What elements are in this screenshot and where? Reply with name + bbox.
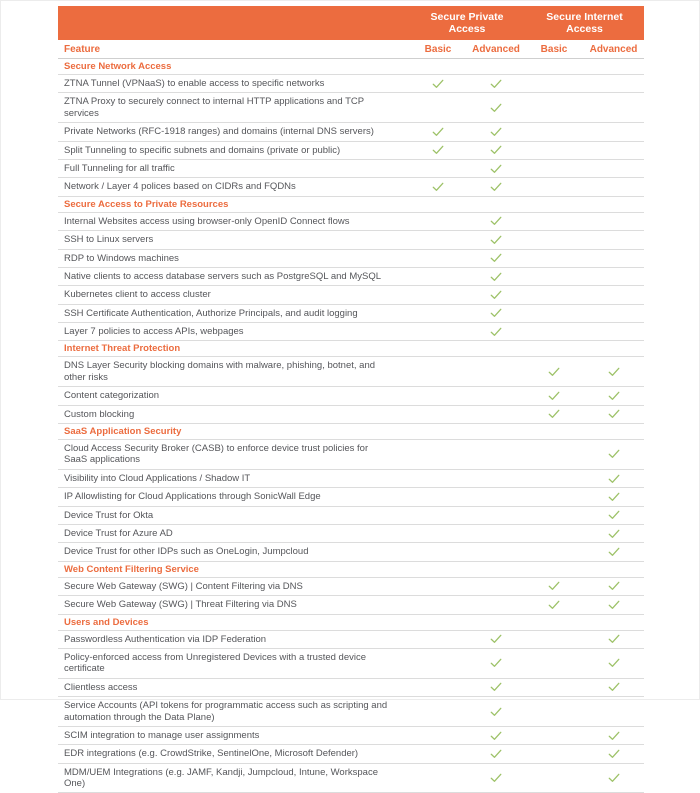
section-header-row — [58, 424, 644, 440]
section-header-row — [58, 197, 644, 213]
section-header-row — [58, 59, 644, 75]
table-row — [58, 745, 644, 763]
check-cell — [583, 600, 644, 610]
feature-comparison-table — [58, 6, 644, 793]
feature-name: Native clients to access database servers such as PostgreSQL and MySQL — [64, 270, 381, 282]
feature-name: Device Trust for other IDPs such as OneLogin, Jumpcloud — [64, 546, 309, 558]
feature-name: Layer 7 policies to access APIs, webpages — [64, 326, 244, 338]
table-row — [58, 406, 644, 424]
check-cell — [409, 79, 467, 89]
table-row — [58, 142, 644, 160]
check-cell — [583, 682, 644, 692]
feature-name: Content categorization — [64, 390, 160, 402]
check-icon — [490, 704, 502, 721]
table-row — [58, 305, 644, 323]
check-icon — [608, 489, 620, 506]
check-icon — [608, 526, 620, 543]
table-row — [58, 596, 644, 614]
feature-name: Kubernetes client to access cluster — [64, 289, 211, 301]
check-icon — [608, 770, 620, 787]
feature-name: Visibility into Cloud Applications / Shadow IT — [64, 472, 251, 484]
feature-name: Internal Websites access using browser-only OpenID Connect flows — [64, 215, 350, 227]
feature-name: EDR integrations (e.g. CrowdStrike, SentinelOne, Microsoft Defender) — [64, 748, 359, 760]
check-cell — [583, 449, 644, 459]
feature-name: DNS Layer Security blocking domains with malware, phishing, botnet, and other risks — [64, 360, 376, 383]
check-cell — [525, 367, 583, 377]
check-cell — [467, 235, 525, 245]
section-title: Secure Access to Private Resources — [64, 198, 229, 210]
feature-name: Device Trust for Azure AD — [64, 527, 173, 539]
check-icon — [608, 655, 620, 672]
feature-name: Clientless access — [64, 681, 138, 693]
table-row — [58, 213, 644, 231]
check-cell — [525, 600, 583, 610]
check-icon — [608, 446, 620, 463]
check-cell — [583, 731, 644, 741]
check-cell — [467, 658, 525, 668]
check-cell — [409, 127, 467, 137]
check-cell — [583, 658, 644, 668]
check-icon — [490, 124, 502, 141]
check-icon — [490, 142, 502, 159]
table-row — [58, 268, 644, 286]
check-cell — [467, 103, 525, 113]
check-cell — [583, 634, 644, 644]
table-row — [58, 543, 644, 561]
check-icon — [490, 250, 502, 267]
table-row — [58, 697, 644, 727]
section-title: Users and Devices — [64, 616, 149, 628]
feature-name: Passwordless Authentication via IDP Federation — [64, 633, 267, 645]
check-icon — [548, 388, 560, 405]
table-row — [58, 323, 644, 341]
feature-name: Policy-enforced access from Unregistered Devices with a trusted device certificate — [64, 651, 367, 675]
feature-name: Cloud Access Security Broker (CASB) to enforce device trust policies for SaaS applications — [64, 443, 369, 466]
check-icon — [608, 388, 620, 405]
check-icon — [608, 679, 620, 696]
check-cell — [467, 308, 525, 318]
table-row — [58, 764, 644, 793]
check-icon — [608, 507, 620, 524]
table-row — [58, 123, 644, 141]
check-cell — [409, 145, 467, 155]
table-row — [58, 93, 644, 123]
table-row — [58, 286, 644, 304]
check-cell — [583, 391, 644, 401]
check-icon — [490, 269, 502, 286]
check-cell — [467, 707, 525, 717]
check-icon — [490, 100, 502, 117]
check-cell — [467, 127, 525, 137]
check-cell — [409, 182, 467, 192]
table-row — [58, 631, 644, 649]
check-cell — [583, 749, 644, 759]
check-icon — [490, 179, 502, 196]
sia-basic-column-header: Basic — [540, 43, 568, 55]
feature-name: Private Networks (RFC-1918 ranges) and domains (internal DNS servers) — [64, 126, 374, 138]
check-icon — [490, 76, 502, 93]
check-cell — [467, 216, 525, 226]
section-title: SaaS Application Security — [64, 426, 182, 438]
table-row — [58, 178, 644, 196]
table-row — [58, 250, 644, 268]
feature-name: MDM/UEM Integrations (e.g. JAMF, Kandji, Jumpcloud, Intune, Workspace One) — [64, 766, 378, 790]
check-icon — [490, 679, 502, 696]
check-icon — [490, 655, 502, 672]
check-cell — [583, 474, 644, 484]
check-icon — [490, 728, 502, 745]
feature-name: RDP to Windows machines — [64, 252, 179, 264]
section-header-row — [58, 615, 644, 631]
feature-name: ZTNA Proxy to securely connect to internal HTTP applications and TCP services — [64, 96, 364, 119]
table-row — [58, 75, 644, 93]
feature-name: Split Tunneling to specific subnets and domains (private or public) — [64, 144, 341, 156]
check-icon — [608, 746, 620, 763]
table-row — [58, 488, 644, 506]
check-cell — [467, 145, 525, 155]
check-icon — [608, 406, 620, 423]
check-icon — [608, 631, 620, 648]
table-row — [58, 578, 644, 596]
check-cell — [467, 773, 525, 783]
check-icon — [548, 364, 560, 381]
check-cell — [583, 529, 644, 539]
feature-name: Secure Web Gateway (SWG) | Content Filtering via DNS — [64, 580, 303, 592]
check-cell — [583, 547, 644, 557]
feature-name: Custom blocking — [64, 408, 135, 420]
check-icon — [490, 232, 502, 249]
table-row — [58, 470, 644, 488]
feature-name: Device Trust for Okta — [64, 509, 154, 521]
sia-advanced-column-header: Advanced — [589, 43, 638, 55]
feature-name: Secure Web Gateway (SWG) | Threat Filtering via DNS — [64, 599, 297, 611]
check-icon — [490, 213, 502, 230]
check-cell — [467, 290, 525, 300]
check-icon — [608, 728, 620, 745]
check-cell — [583, 581, 644, 591]
section-title: Web Content Filtering Service — [64, 563, 199, 575]
column-header-row — [58, 40, 644, 59]
check-cell — [525, 581, 583, 591]
feature-name: ZTNA Tunnel (VPNaaS) to enable access to specific networks — [64, 78, 325, 89]
check-cell — [467, 327, 525, 337]
check-cell — [467, 682, 525, 692]
table-row — [58, 679, 644, 697]
check-icon — [490, 746, 502, 763]
check-cell — [525, 409, 583, 419]
check-icon — [432, 124, 444, 141]
spa-basic-column-header: Basic — [424, 43, 452, 55]
feature-name: Full Tunneling for all traffic — [64, 162, 175, 174]
check-icon — [548, 597, 560, 614]
section-header-row — [58, 341, 644, 357]
feature-name: SSH Certificate Authentication, Authorize Principals, and audit logging — [64, 307, 358, 319]
check-icon — [490, 770, 502, 787]
check-cell — [583, 409, 644, 419]
check-icon — [608, 544, 620, 561]
check-cell — [467, 272, 525, 282]
check-icon — [432, 179, 444, 196]
feature-name: Network / Layer 4 polices based on CIDRs and FQDNs — [64, 181, 296, 193]
feature-column-header: Feature — [64, 43, 101, 55]
check-icon — [490, 305, 502, 322]
check-icon — [608, 471, 620, 488]
check-icon — [490, 161, 502, 178]
check-icon — [490, 631, 502, 648]
feature-name: IP Allowlisting for Cloud Applications through SonicWall Edge — [64, 491, 321, 503]
check-cell — [467, 182, 525, 192]
check-icon — [548, 578, 560, 595]
check-cell — [525, 391, 583, 401]
product-group-header — [58, 6, 644, 40]
group-label-secure-private-access: Secure Private Access — [430, 10, 504, 35]
check-cell — [583, 492, 644, 502]
feature-name: Service Accounts (API tokens for programmatic access such as scripting and automation through the Data Plane) — [64, 700, 388, 723]
check-cell — [583, 773, 644, 783]
table-row — [58, 160, 644, 178]
table-row — [58, 507, 644, 525]
check-cell — [467, 749, 525, 759]
table-row — [58, 649, 644, 679]
check-cell — [467, 253, 525, 263]
check-icon — [432, 142, 444, 159]
check-icon — [490, 324, 502, 341]
check-icon — [548, 406, 560, 423]
section-title: Internet Threat Protection — [64, 343, 181, 355]
table-row — [58, 231, 644, 249]
check-icon — [608, 364, 620, 381]
feature-name: SCIM integration to manage user assignments — [64, 729, 260, 741]
table-row — [58, 727, 644, 745]
check-icon — [490, 287, 502, 304]
check-cell — [583, 367, 644, 377]
check-icon — [608, 578, 620, 595]
table-row — [58, 387, 644, 405]
table-row — [58, 440, 644, 470]
check-cell — [467, 634, 525, 644]
check-icon — [608, 597, 620, 614]
table-row — [58, 525, 644, 543]
section-title: Secure Network Access — [64, 61, 172, 72]
check-cell — [583, 510, 644, 520]
group-label-secure-internet-access: Secure Internet Access — [546, 10, 623, 35]
feature-name: SSH to Linux servers — [64, 234, 154, 246]
spa-advanced-column-header: Advanced — [472, 43, 520, 55]
section-header-row — [58, 562, 644, 578]
feature-table-body — [58, 59, 644, 793]
check-cell — [467, 79, 525, 89]
check-icon — [432, 76, 444, 93]
table-row — [58, 357, 644, 387]
check-cell — [467, 164, 525, 174]
check-cell — [467, 731, 525, 741]
